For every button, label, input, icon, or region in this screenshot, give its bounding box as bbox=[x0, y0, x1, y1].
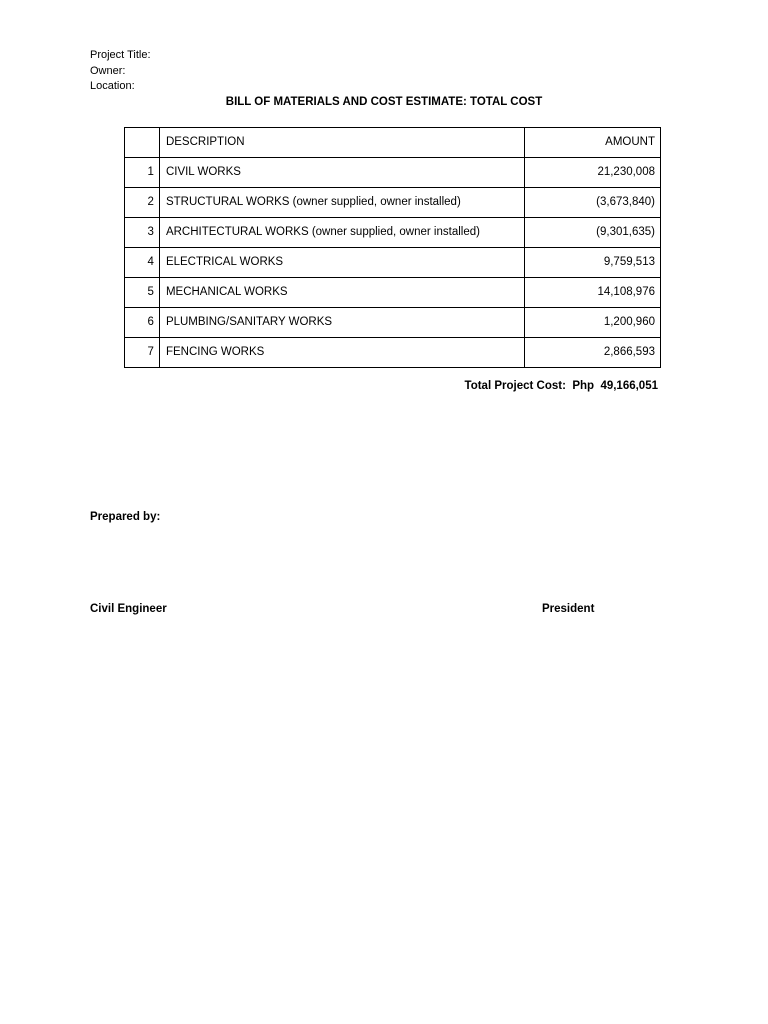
row-number: 4 bbox=[125, 248, 160, 278]
row-description: MECHANICAL WORKS bbox=[159, 278, 524, 308]
document-title: BILL OF MATERIALS AND COST ESTIMATE: TOTAL COST bbox=[225, 96, 543, 108]
row-number: 3 bbox=[125, 218, 160, 248]
row-description: PLUMBING/SANITARY WORKS bbox=[159, 308, 524, 338]
table-row bbox=[125, 218, 661, 248]
row-amount: (9,301,635) bbox=[525, 218, 661, 248]
president-label: President bbox=[542, 603, 595, 615]
header-num-cell bbox=[125, 128, 160, 158]
row-number: 2 bbox=[125, 188, 160, 218]
row-number: 1 bbox=[125, 158, 160, 188]
total-currency: Php bbox=[572, 380, 595, 392]
civil-engineer-label: Civil Engineer bbox=[90, 603, 167, 615]
table-row bbox=[125, 188, 661, 218]
row-amount: 2,866,593 bbox=[525, 338, 661, 368]
row-number: 6 bbox=[125, 308, 160, 338]
row-description: CIVIL WORKS bbox=[159, 158, 524, 188]
row-amount: 1,200,960 bbox=[525, 308, 661, 338]
project-title-label: Project Title: bbox=[90, 49, 151, 61]
row-description: ARCHITECTURAL WORKS (owner supplied, owner installed) bbox=[159, 218, 524, 248]
row-description: STRUCTURAL WORKS (owner supplied, owner installed) bbox=[159, 188, 524, 218]
owner-label: Owner: bbox=[90, 65, 126, 77]
table-row bbox=[125, 248, 661, 278]
table-row bbox=[125, 308, 661, 338]
header-amount-cell: AMOUNT bbox=[525, 128, 661, 158]
table-row bbox=[125, 158, 661, 188]
location-label: Location: bbox=[90, 80, 135, 92]
row-amount: 9,759,513 bbox=[525, 248, 661, 278]
table-row bbox=[125, 338, 661, 368]
total-project-cost bbox=[465, 380, 658, 392]
total-value: 49,166,051 bbox=[600, 380, 658, 392]
header-description-cell: DESCRIPTION bbox=[159, 128, 524, 158]
row-amount: (3,673,840) bbox=[525, 188, 661, 218]
total-label: Total Project Cost: bbox=[464, 380, 566, 392]
row-amount: 14,108,976 bbox=[525, 278, 661, 308]
row-number: 5 bbox=[125, 278, 160, 308]
row-number: 7 bbox=[125, 338, 160, 368]
row-description: FENCING WORKS bbox=[159, 338, 524, 368]
table-header-row bbox=[125, 128, 661, 158]
prepared-by-label: Prepared by: bbox=[90, 511, 161, 523]
table-row bbox=[125, 278, 661, 308]
cost-table bbox=[124, 127, 661, 368]
row-amount: 21,230,008 bbox=[525, 158, 661, 188]
row-description: ELECTRICAL WORKS bbox=[159, 248, 524, 278]
